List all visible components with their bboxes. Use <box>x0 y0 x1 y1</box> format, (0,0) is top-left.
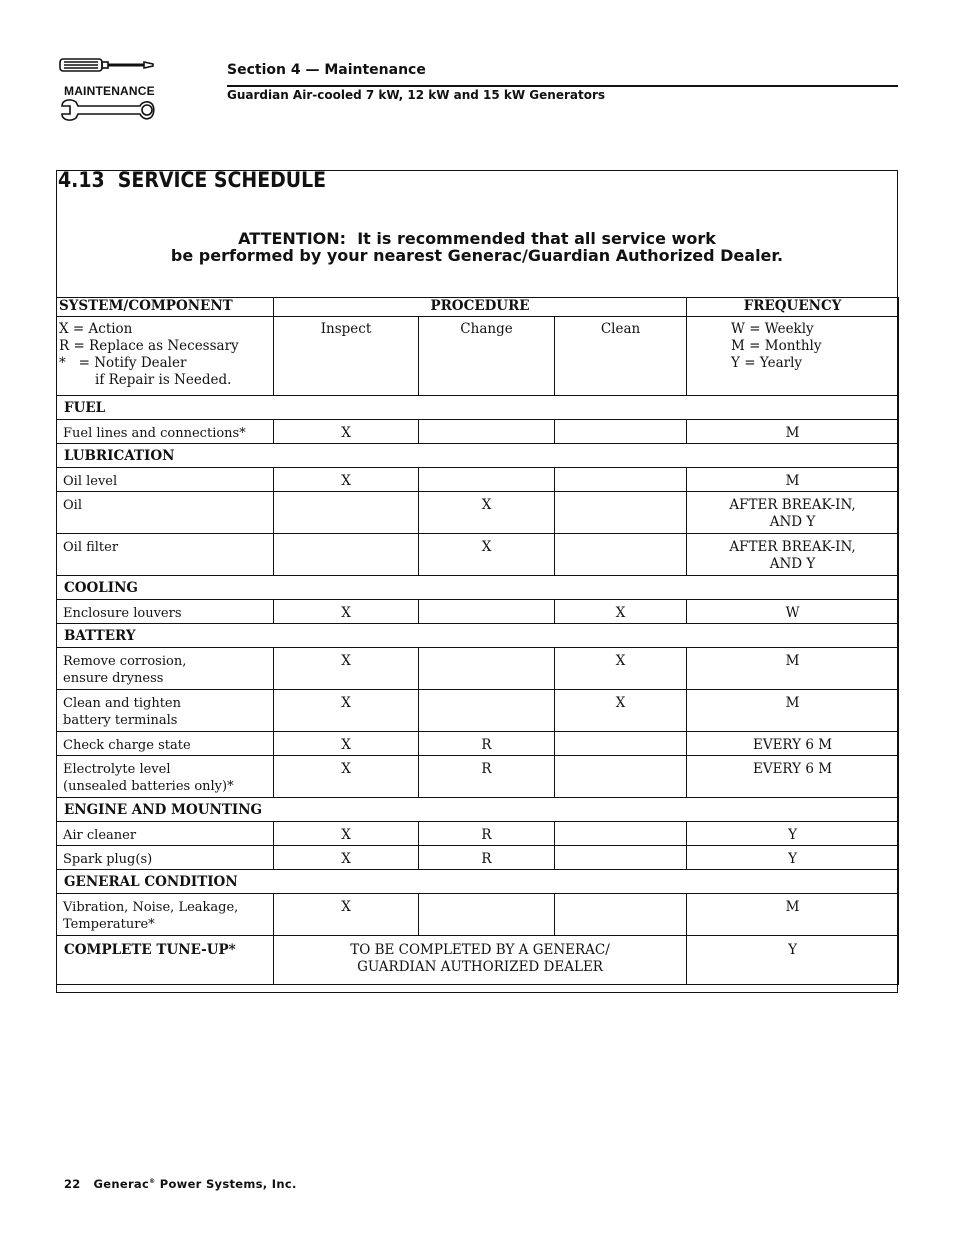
cell-inspect: X <box>274 600 419 624</box>
cell-change <box>419 690 555 732</box>
frequency-line-1: AFTER BREAK-IN, <box>729 497 856 513</box>
wrench-icon <box>62 100 154 120</box>
cell-clean: X <box>555 600 687 624</box>
component-name-line-2: Temperature* <box>63 917 155 932</box>
legend-notify: * = Notify Dealer <box>59 355 187 371</box>
category-row <box>57 870 899 894</box>
legend-notify-2: if Repair is Needed. <box>95 372 232 388</box>
table-row <box>57 492 899 534</box>
table-row <box>57 936 899 985</box>
category-lubrication: LUBRICATION <box>57 444 899 468</box>
cell-inspect: X <box>274 648 419 690</box>
cell-frequency: EVERY 6 M <box>687 756 899 798</box>
cell-clean <box>555 534 687 576</box>
legend-keys <box>57 317 274 396</box>
cell-frequency: W <box>687 600 899 624</box>
table-row <box>57 690 899 732</box>
cell-change <box>419 468 555 492</box>
component-name-line-1: Remove corrosion, <box>63 654 187 669</box>
component-name: Enclosure louvers <box>57 600 274 624</box>
cell-inspect: X <box>274 846 419 870</box>
component-name <box>57 648 274 690</box>
header-procedure: PROCEDURE <box>274 298 687 317</box>
tuneup-note-line-2: GUARDIAN AUTHORIZED DEALER <box>357 959 603 975</box>
category-row <box>57 444 899 468</box>
cell-clean <box>555 822 687 846</box>
cell-change: X <box>419 534 555 576</box>
page-number: 22 <box>64 1177 81 1191</box>
logo-label: MAINTENANCE <box>64 84 155 98</box>
component-name-line-2: ensure dryness <box>63 671 164 686</box>
component-name: Oil level <box>57 468 274 492</box>
component-name <box>57 690 274 732</box>
table-row <box>57 600 899 624</box>
footer-company: Generac <box>93 1177 150 1191</box>
cell-inspect: X <box>274 894 419 936</box>
header-frequency: FREQUENCY <box>687 298 899 317</box>
cell-change <box>419 420 555 444</box>
component-name: Oil <box>57 492 274 534</box>
frequency-line-2: AND Y <box>769 514 816 530</box>
table-header-row <box>57 298 899 317</box>
component-name: Check charge state <box>57 732 274 756</box>
cell-frequency: M <box>687 468 899 492</box>
tuneup-note <box>274 936 687 985</box>
cell-frequency: Y <box>687 822 899 846</box>
service-schedule-table <box>56 297 899 985</box>
component-name-line-1: Electrolyte level <box>63 762 171 777</box>
category-fuel: FUEL <box>57 396 899 420</box>
legend-action: X = Action <box>59 321 133 337</box>
footer-company-rest: Power Systems, Inc. <box>155 1177 297 1191</box>
tuneup-name: COMPLETE TUNE-UP* <box>57 936 274 985</box>
cell-frequency: EVERY 6 M <box>687 732 899 756</box>
table-row <box>57 822 899 846</box>
category-row <box>57 576 899 600</box>
cell-change <box>419 894 555 936</box>
attention-notice <box>57 230 897 264</box>
screwdriver-icon <box>60 59 153 71</box>
frequency-line-1: AFTER BREAK-IN, <box>729 539 856 555</box>
cell-clean <box>555 420 687 444</box>
table-row <box>57 648 899 690</box>
cell-change: R <box>419 732 555 756</box>
table-row <box>57 534 899 576</box>
cell-change: R <box>419 846 555 870</box>
cell-change: R <box>419 822 555 846</box>
cell-clean: X <box>555 648 687 690</box>
cell-change: R <box>419 756 555 798</box>
legend-monthly: M = Monthly <box>731 338 822 354</box>
cell-clean <box>555 492 687 534</box>
page-title: 4.13 SERVICE SCHEDULE <box>58 168 327 192</box>
legend-weekly: W = Weekly <box>731 321 814 337</box>
legend-change: Change <box>419 317 555 396</box>
category-row <box>57 798 899 822</box>
cell-frequency: Y <box>687 936 899 985</box>
cell-clean <box>555 846 687 870</box>
cell-clean <box>555 756 687 798</box>
component-name <box>57 756 274 798</box>
component-name: Air cleaner <box>57 822 274 846</box>
legend-row <box>57 317 899 396</box>
registered-mark: ® <box>149 1178 156 1186</box>
table-row <box>57 756 899 798</box>
frequency-line-2: AND Y <box>769 556 816 572</box>
category-row <box>57 624 899 648</box>
table-row <box>57 420 899 444</box>
cell-inspect: X <box>274 690 419 732</box>
cell-frequency <box>687 534 899 576</box>
tuneup-note-line-1: TO BE COMPLETED BY A GENERAC/ <box>350 942 610 958</box>
cell-inspect <box>274 534 419 576</box>
document-subtitle: Guardian Air-cooled 7 kW, 12 kW and 15 kW Generators <box>227 88 606 102</box>
cell-clean <box>555 894 687 936</box>
table-row <box>57 732 899 756</box>
component-name-line-1: Vibration, Noise, Leakage, <box>63 900 239 915</box>
cell-frequency: Y <box>687 846 899 870</box>
category-engine: ENGINE AND MOUNTING <box>57 798 899 822</box>
category-cooling: COOLING <box>57 576 899 600</box>
legend-yearly: Y = Yearly <box>731 355 803 371</box>
cell-change: X <box>419 492 555 534</box>
cell-frequency: M <box>687 420 899 444</box>
page-footer <box>64 1177 297 1191</box>
cell-inspect: X <box>274 822 419 846</box>
cell-frequency <box>687 492 899 534</box>
cell-inspect <box>274 492 419 534</box>
legend-inspect: Inspect <box>274 317 419 396</box>
cell-frequency: M <box>687 690 899 732</box>
table-row <box>57 468 899 492</box>
cell-inspect: X <box>274 468 419 492</box>
legend-replace: R = Replace as Necessary <box>59 338 239 354</box>
category-battery: BATTERY <box>57 624 899 648</box>
component-name: Fuel lines and connections* <box>57 420 274 444</box>
component-name: Spark plug(s) <box>57 846 274 870</box>
cell-frequency: M <box>687 894 899 936</box>
component-name-line-2: (unsealed batteries only)* <box>63 779 234 794</box>
cell-inspect: X <box>274 756 419 798</box>
cell-inspect: X <box>274 732 419 756</box>
cell-clean <box>555 732 687 756</box>
legend-clean: Clean <box>555 317 687 396</box>
cell-frequency: M <box>687 648 899 690</box>
component-name <box>57 894 274 936</box>
header-component: SYSTEM/COMPONENT <box>57 298 274 317</box>
cell-inspect: X <box>274 420 419 444</box>
cell-change <box>419 600 555 624</box>
attention-line-2: be performed by your nearest Generac/Guardian Authorized Dealer. <box>170 246 784 265</box>
component-name: Oil filter <box>57 534 274 576</box>
attention-line-1: ATTENTION: It is recommended that all service work <box>238 229 716 248</box>
header-rule <box>227 85 898 87</box>
category-row <box>57 396 899 420</box>
legend-frequency-keys <box>687 317 899 396</box>
table-row <box>57 846 899 870</box>
cell-clean: X <box>555 690 687 732</box>
table-row <box>57 894 899 936</box>
component-name-line-2: battery terminals <box>63 713 178 728</box>
component-name-line-1: Clean and tighten <box>63 696 181 711</box>
section-title: Section 4 — Maintenance <box>227 62 426 78</box>
cell-clean <box>555 468 687 492</box>
category-general: GENERAL CONDITION <box>57 870 899 894</box>
cell-change <box>419 648 555 690</box>
